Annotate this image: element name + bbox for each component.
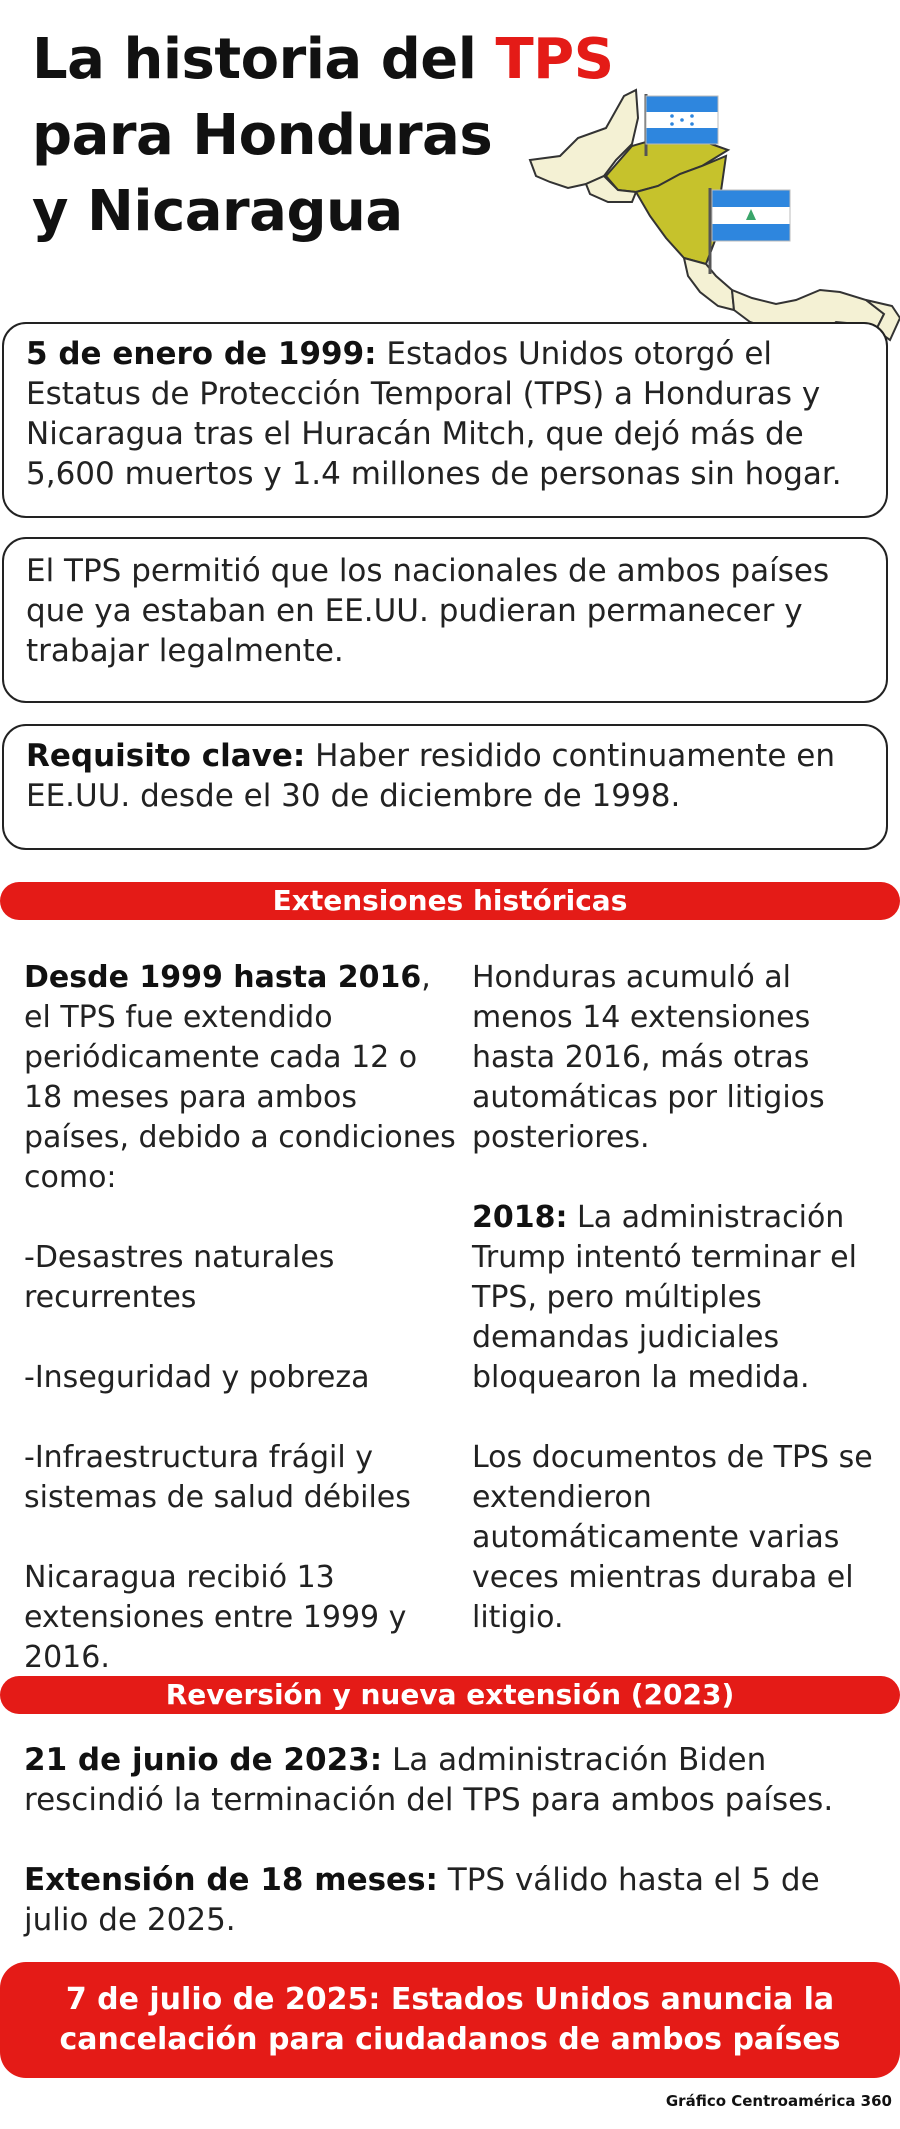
biden-rescission-paragraph [24,1740,884,1820]
title-line-2: para Honduras [32,103,493,168]
intro-permission-text: El TPS permitió que los nacionales de ambos países que ya estaban en EE.UU. pudieran permanecer y trabajar legalmente. [26,553,830,669]
reversal-2023-block [24,1740,884,1980]
title-prefix: La historia del [32,27,496,92]
extension-18-months-paragraph [24,1860,884,1940]
historical-left-column [24,958,464,1718]
title-accent-tps: TPS [495,27,614,92]
requirement-text: Haber residido continuamente en EE.UU. desde el 30 de diciembre de 1998. [26,738,835,814]
june-2023-label: 21 de junio de 2023: [24,1742,383,1778]
title-line-3: y Nicaragua [32,179,403,244]
intro-box-tps-granted [2,322,888,518]
year-2018-label: 2018: [472,1200,568,1235]
section-banner-historical-extensions: Extensiones históricas [0,882,900,920]
trump-2018-paragraph [472,1198,900,1398]
documents-extended-paragraph: Los documentos de TPS se extendieron automáticamente varias veces mientras duraba el litigio. [472,1440,873,1635]
nicaragua-flag-icon [710,188,790,274]
extension-18-label: Extensión de 18 meses: [24,1862,438,1898]
intro-date-text: Estados Unidos otorgó el Estatus de Protección Temporal (TPS) a Honduras y Nicaragua tras el Huracán Mitch, que dejó más de 5,600 muertos y 1.4 millones de personas sin hogar. [26,336,842,492]
final-line-2: cancelación para ciudadanos de ambos países [59,2022,841,2057]
trump-2018-text: La administración Trump intentó terminar el TPS, pero múltiples demandas judiciales bloquearon la medida. [472,1200,857,1395]
biden-rescission-text: La administración Biden rescindió la terminación del TPS para ambos países. [24,1742,834,1818]
final-line-1: 7 de julio de 2025: Estados Unidos anuncia la [65,1982,835,2017]
historical-right-column [472,958,900,1678]
condition-insecurity-poverty: -Inseguridad y pobreza [24,1360,370,1395]
graphic-credit: Gráfico Centroamérica 360 [665,2092,892,2110]
condition-natural-disasters: -Desastres naturales recurrentes [24,1240,335,1315]
period-label: Desde 1999 hasta 2016 [24,960,422,995]
intro-box-permission [2,537,888,703]
honduras-extensions-paragraph: Honduras acumuló al menos 14 extensiones hasta 2016, más otras automáticas por litigios posteriores. [472,960,825,1155]
condition-infrastructure: -Infraestructura frágil y sistemas de salud débiles [24,1440,411,1515]
intro-box-requirement [2,724,888,850]
extension-18-text: TPS válido hasta el 5 de julio de 2025. [24,1862,820,1938]
intro-date-label: 5 de enero de 1999: [26,336,377,372]
section-banner-reversal-2023: Reversión y nueva extensión (2023) [0,1676,900,1714]
extensions-period-paragraph [24,958,464,1198]
nicaragua-extensions-paragraph: Nicaragua recibió 13 extensiones entre 1999 y 2016. [24,1560,407,1675]
final-announcement-banner [0,1962,900,2078]
requirement-label: Requisito clave: [26,738,306,774]
period-text: , el TPS fue extendido periódicamente cada 12 o 18 meses para ambos países, debido a condiciones como: [24,960,456,1195]
